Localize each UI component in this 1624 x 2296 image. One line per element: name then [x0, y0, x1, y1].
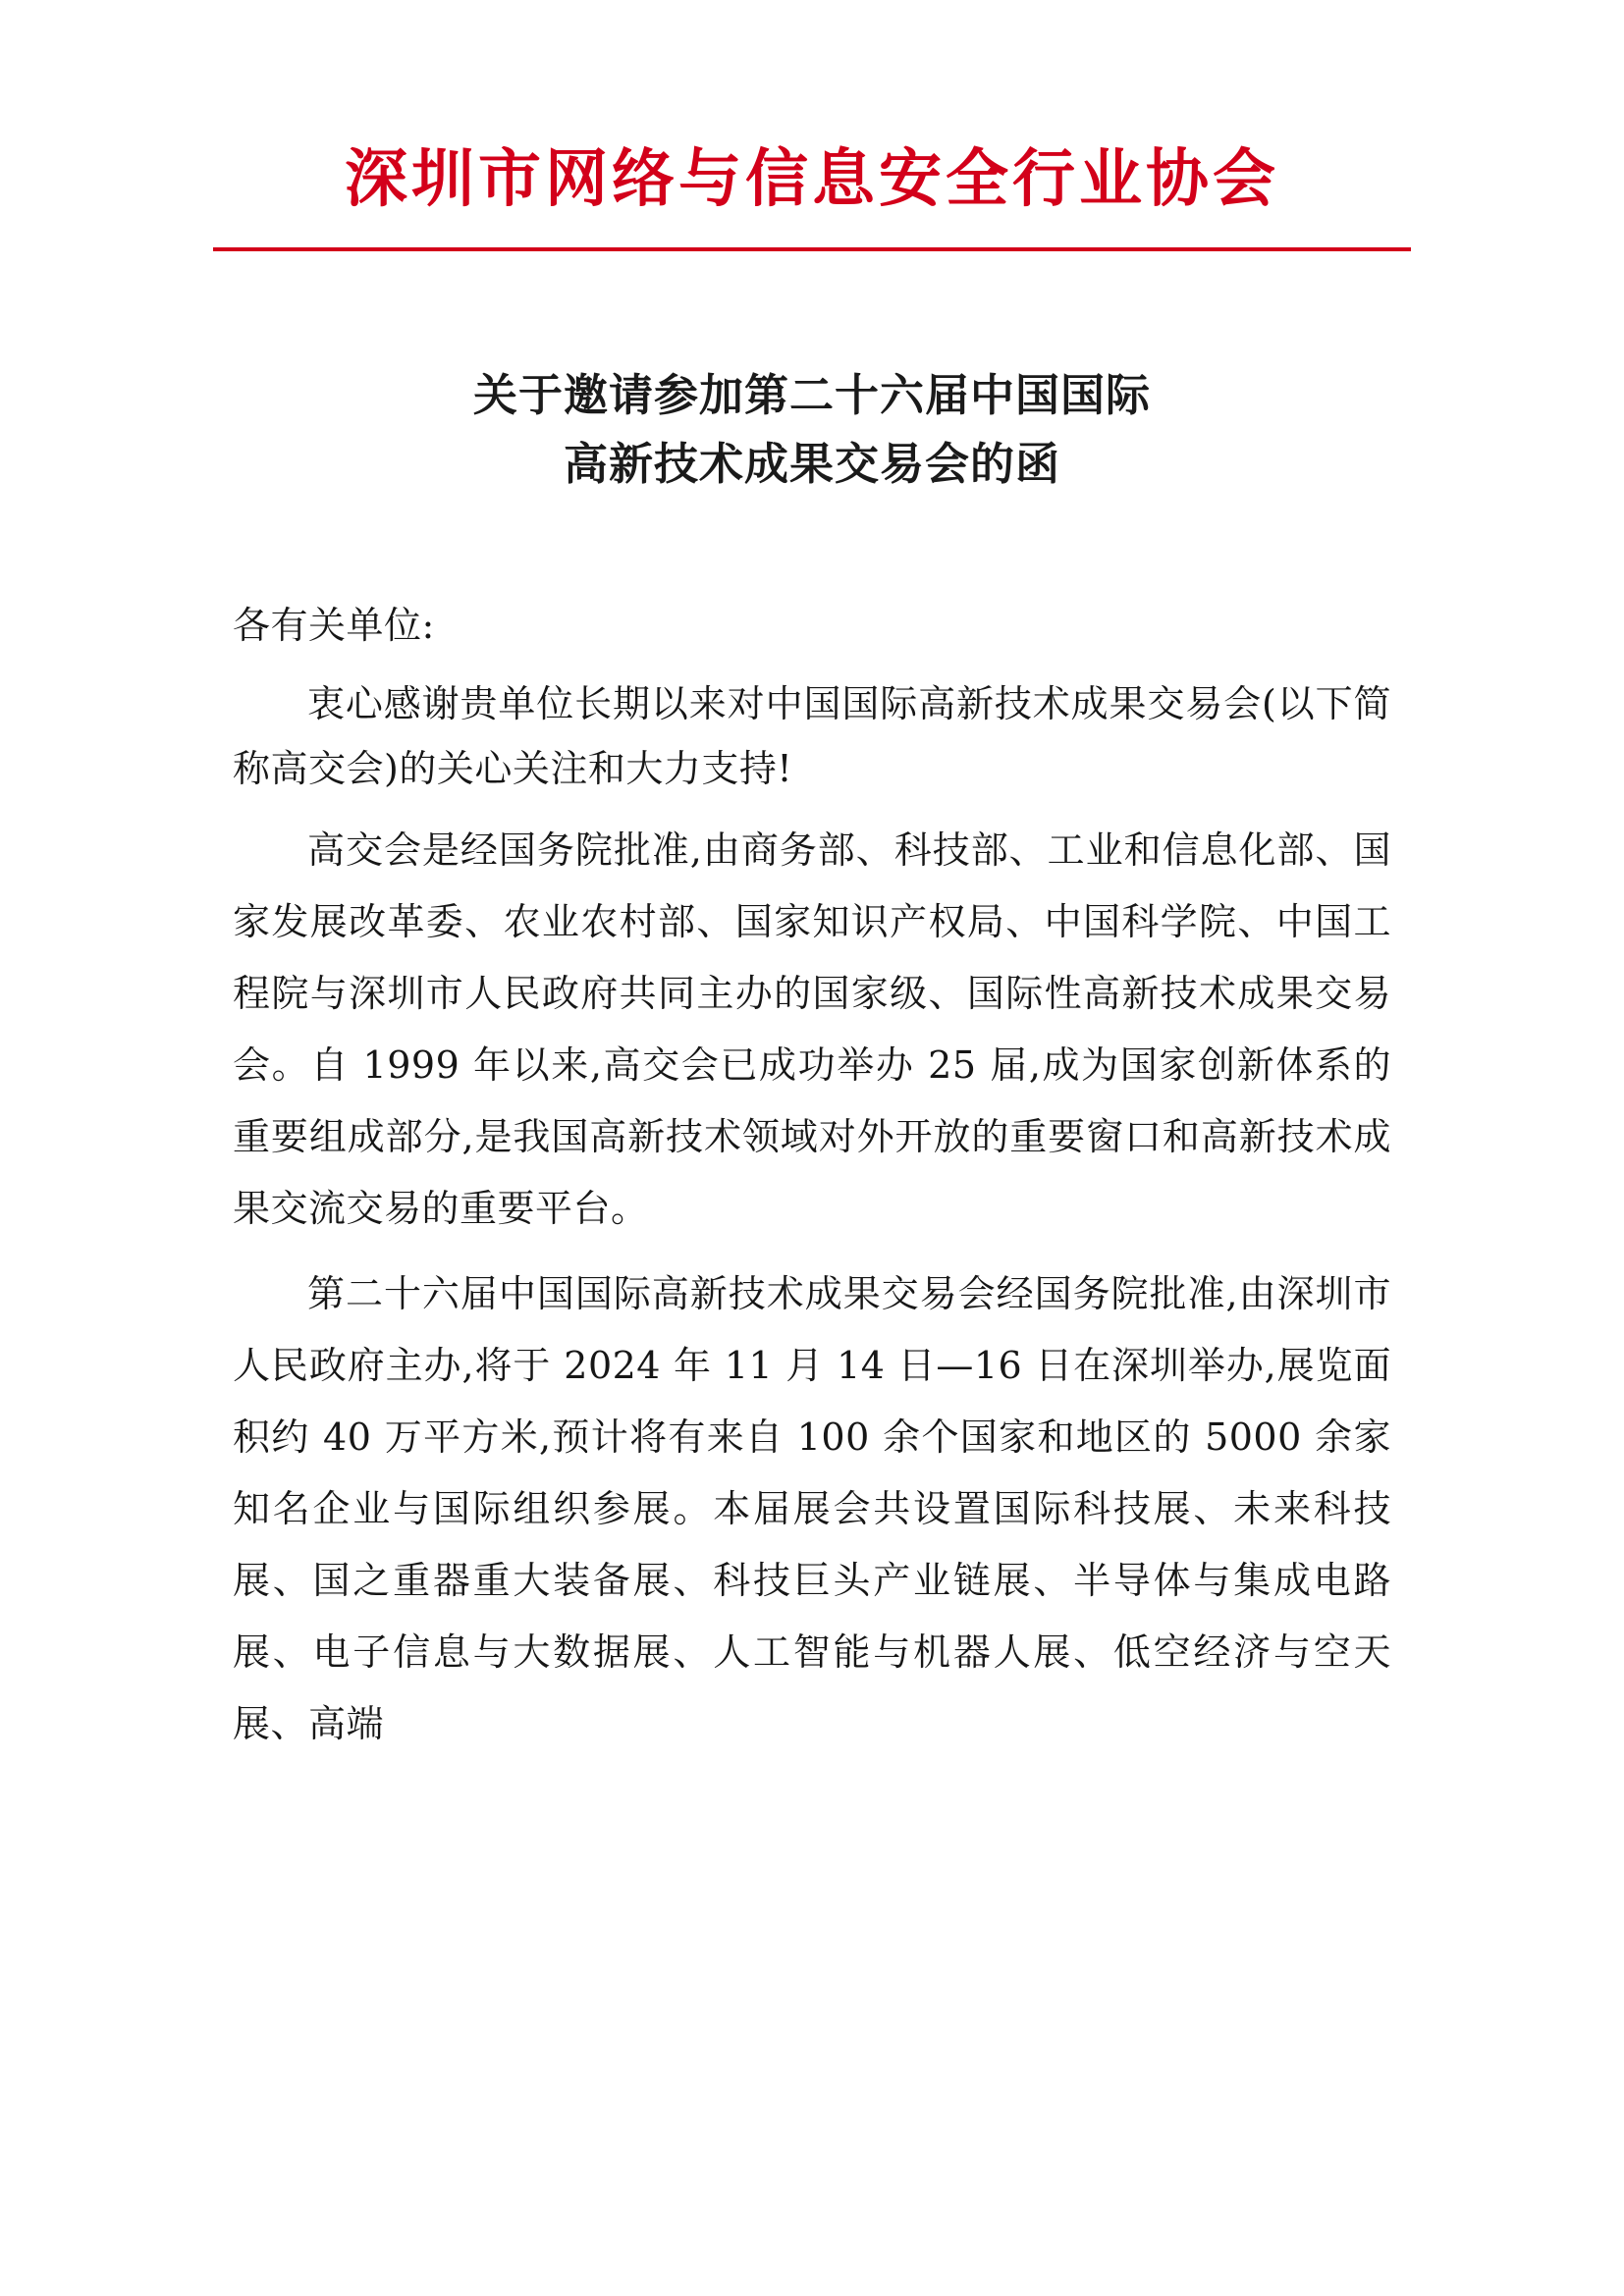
- page-title: [233, 361, 1391, 499]
- letterhead-organization-name: 深圳市网络与信息安全行业协会: [345, 142, 1279, 216]
- page-title-line-1: 关于邀请参加第二十六届中国国际: [472, 369, 1151, 422]
- letterhead-divider: [213, 247, 1411, 251]
- page-title-line-2: 高新技术成果交易会的函: [563, 438, 1060, 491]
- salutation: 各有关单位:: [233, 603, 435, 647]
- body-paragraph-3: 第二十六届中国国际高新技术成果交易会经国务院批准,由深圳市人民政府主办,将于 2024 年 11 月 14 日—16 日在深圳举办,展览面积约 40 万平方米,预计将有来自 100 余个国家和地区的 5000 余家知名企业与国际组织参展。本届展会共设置国际科技展、未来科技展、国之重器重大装备展、科技巨头产业链展、半导体与集成电路展、电子信息与大数据展、人工智能与机器人展、低空经济与空天展、高端: [233, 1271, 1391, 1745]
- document-body: [233, 593, 1391, 1760]
- body-paragraph-1: 衷心感谢贵单位长期以来对中国国际高新技术成果交易会(以下简称高交会)的关心关注和大力支持!: [233, 682, 1391, 791]
- letterhead: [0, 0, 1624, 251]
- body-paragraph-2: 高交会是经国务院批准,由商务部、科技部、工业和信息化部、国家发展改革委、农业农村部、国家知识产权局、中国科学院、中国工程院与深圳市人民政府共同主办的国家级、国际性高新技术成果交易会。自 1999 年以来,高交会已成功举办 25 届,成为国家创新体系的重要组成部分,是我国高新技术领域对外开放的重要窗口和高新技术成果交流交易的重要平台。: [233, 828, 1391, 1230]
